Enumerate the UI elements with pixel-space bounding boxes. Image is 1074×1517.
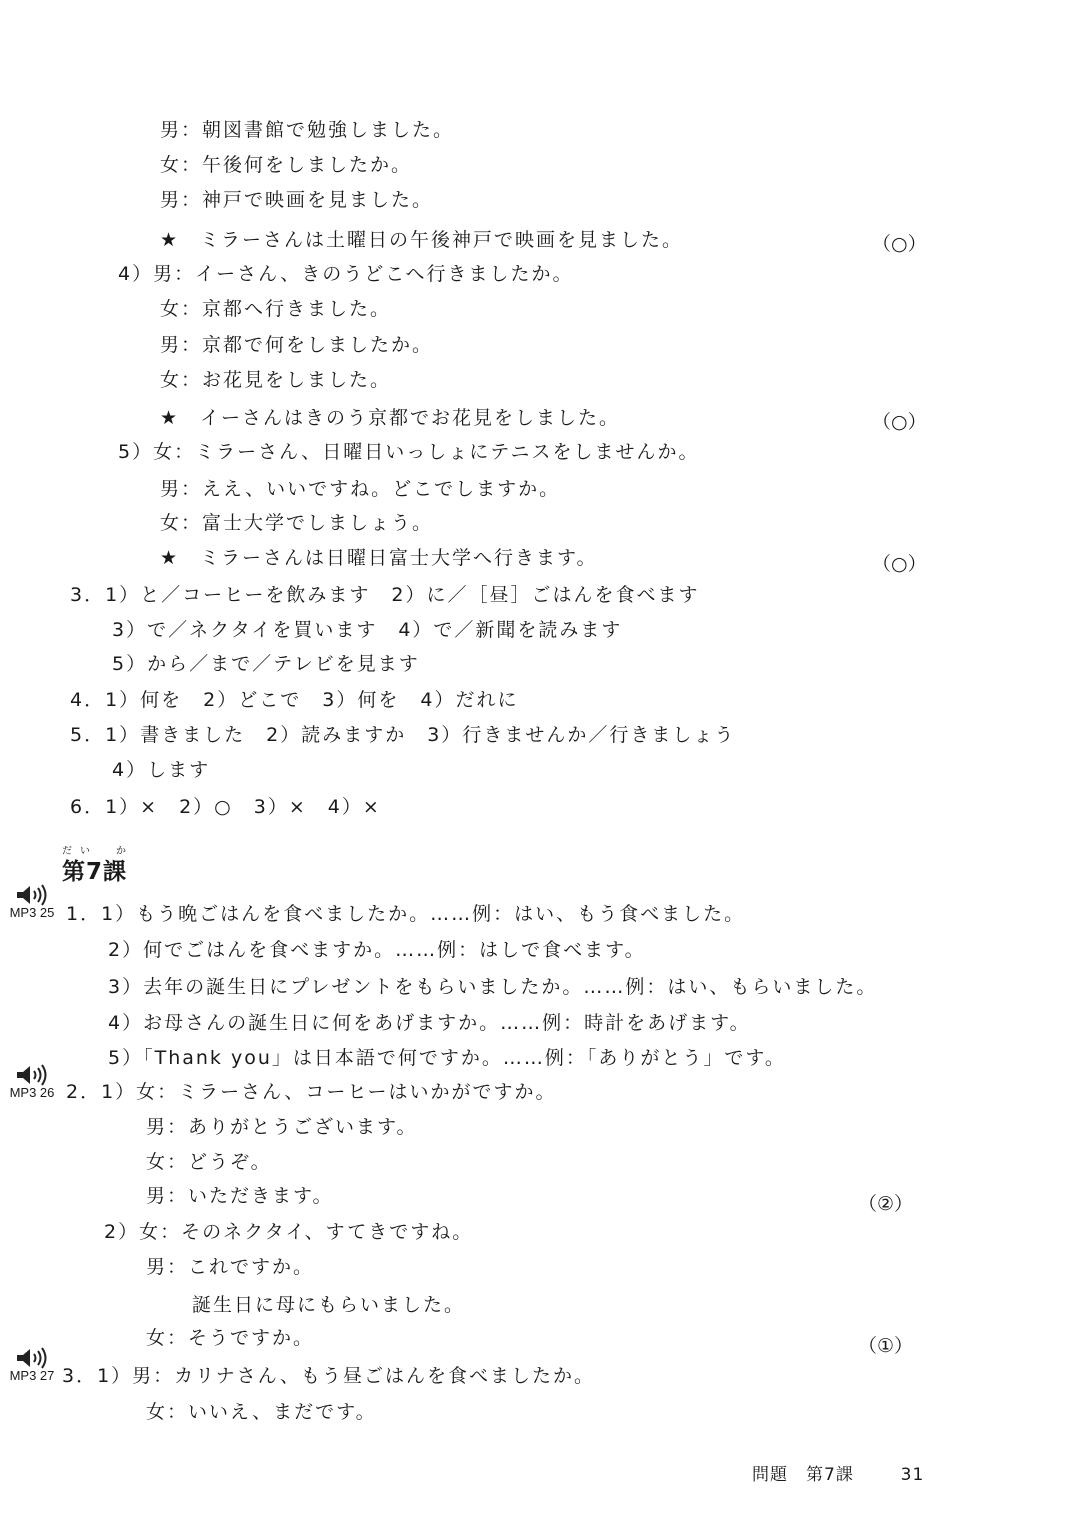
dialogue-line: 女：午後何をしましたか。	[160, 154, 413, 176]
exercise-line: 5．1）書きました 2）読みますか 3）行きませんか／行きましょう	[70, 724, 736, 746]
exercise-line: 4）します	[112, 759, 211, 781]
dialogue-line: 女：京都へ行きました。	[160, 298, 392, 320]
audio-track-26[interactable]	[2, 1064, 62, 1100]
answer-mark: （○）	[872, 553, 927, 575]
dialogue-line: 男：いただきます。	[146, 1185, 334, 1207]
dialogue-line: 男：これですか。	[146, 1256, 315, 1278]
exercise-line: 1．1）もう晩ごはんを食べましたか。……例：はい、もう食べました。	[66, 903, 746, 925]
dialogue-line: 男：ありがとうございます。	[146, 1116, 418, 1138]
exercise-line: 4）お母さんの誕生日に何をあげますか。……例：時計をあげます。	[108, 1012, 751, 1034]
dialogue-line: 女：そうですか。	[146, 1327, 315, 1349]
exercise-line: 3．1）と／コーヒーを飲みます 2）に／［昼］ごはんを食べます	[70, 584, 700, 606]
dialogue-line: 4）男：イーさん、きのうどこへ行きましたか。	[118, 263, 574, 285]
dialogue-line: 男：ええ、いいですね。どこでしますか。	[160, 478, 561, 500]
statement-line: ★ ミラーさんは日曜日富士大学へ行きます。	[160, 547, 598, 569]
dialogue-line: 3．1）男：カリナさん、もう昼ごはんを食べましたか。	[62, 1365, 595, 1387]
audio-label: MP3 26	[9, 1085, 55, 1100]
audio-track-25[interactable]	[2, 884, 62, 920]
dialogue-line: 2．1）女：ミラーさん、コーヒーはいかがですか。	[66, 1081, 557, 1103]
exercise-line: 3）で／ネクタイを買います 4）で／新聞を読みます	[112, 619, 623, 641]
audio-label: MP3 25	[9, 905, 55, 920]
dialogue-line: 男：京都で何をしましたか。	[160, 334, 434, 356]
heading-ruby: だい か	[62, 846, 134, 857]
answer-mark: （①）	[858, 1335, 914, 1357]
dialogue-line: 男：神戸で映画を見ました。	[160, 189, 434, 211]
exercise-line: 2）何でごはんを食べますか。……例：はしで食べます。	[108, 939, 646, 961]
dialogue-line: 2）女：そのネクタイ、すてきですね。	[104, 1221, 474, 1243]
audio-label: MP3 27	[9, 1368, 55, 1383]
dialogue-line: 女：富士大学でしましょう。	[160, 512, 434, 534]
audio-track-27[interactable]	[2, 1347, 62, 1383]
statement-line: ★ ミラーさんは土曜日の午後神戸で映画を見ました。	[160, 229, 684, 251]
answer-mark: （○）	[872, 233, 927, 255]
exercise-line: 5）「Thank you」は日本語で何ですか。……例：「ありがとう」です。	[108, 1047, 786, 1069]
dialogue-line: 5）女：ミラーさん、日曜日いっしょにテニスをしませんか。	[118, 441, 700, 463]
dialogue-line: 女：どうぞ。	[146, 1151, 272, 1173]
exercise-line: 6．1）× 2）○ 3）× 4）×	[70, 796, 381, 818]
page-footer	[752, 1464, 924, 1486]
exercise-line: 3）去年の誕生日にプレゼントをもらいましたか。……例：はい、もらいました。	[108, 976, 878, 998]
dialogue-line: 女：お花見をしました。	[160, 369, 392, 391]
answer-mark: （②）	[858, 1193, 914, 1215]
exercise-line: 5）から／まで／テレビを見ます	[112, 653, 420, 675]
dialogue-line: 女：いいえ、まだです。	[146, 1401, 377, 1423]
dialogue-line: 男：朝図書館で勉強しました。	[160, 119, 455, 141]
answer-mark: （○）	[872, 411, 927, 433]
speaker-icon	[14, 884, 50, 906]
footer-label: 問題 第7課	[752, 1465, 854, 1485]
speaker-icon	[14, 1064, 50, 1086]
speaker-icon	[14, 1347, 50, 1369]
page-number: 31	[900, 1465, 925, 1485]
statement-line: ★ イーさんはきのう京都でお花見をしました。	[160, 407, 621, 429]
dialogue-line: 誕生日に母にもらいました。	[192, 1294, 466, 1316]
exercise-line: 4．1）何を 2）どこで 3）何を 4）だれに	[70, 689, 519, 711]
lesson-heading: 第7課	[62, 859, 128, 885]
